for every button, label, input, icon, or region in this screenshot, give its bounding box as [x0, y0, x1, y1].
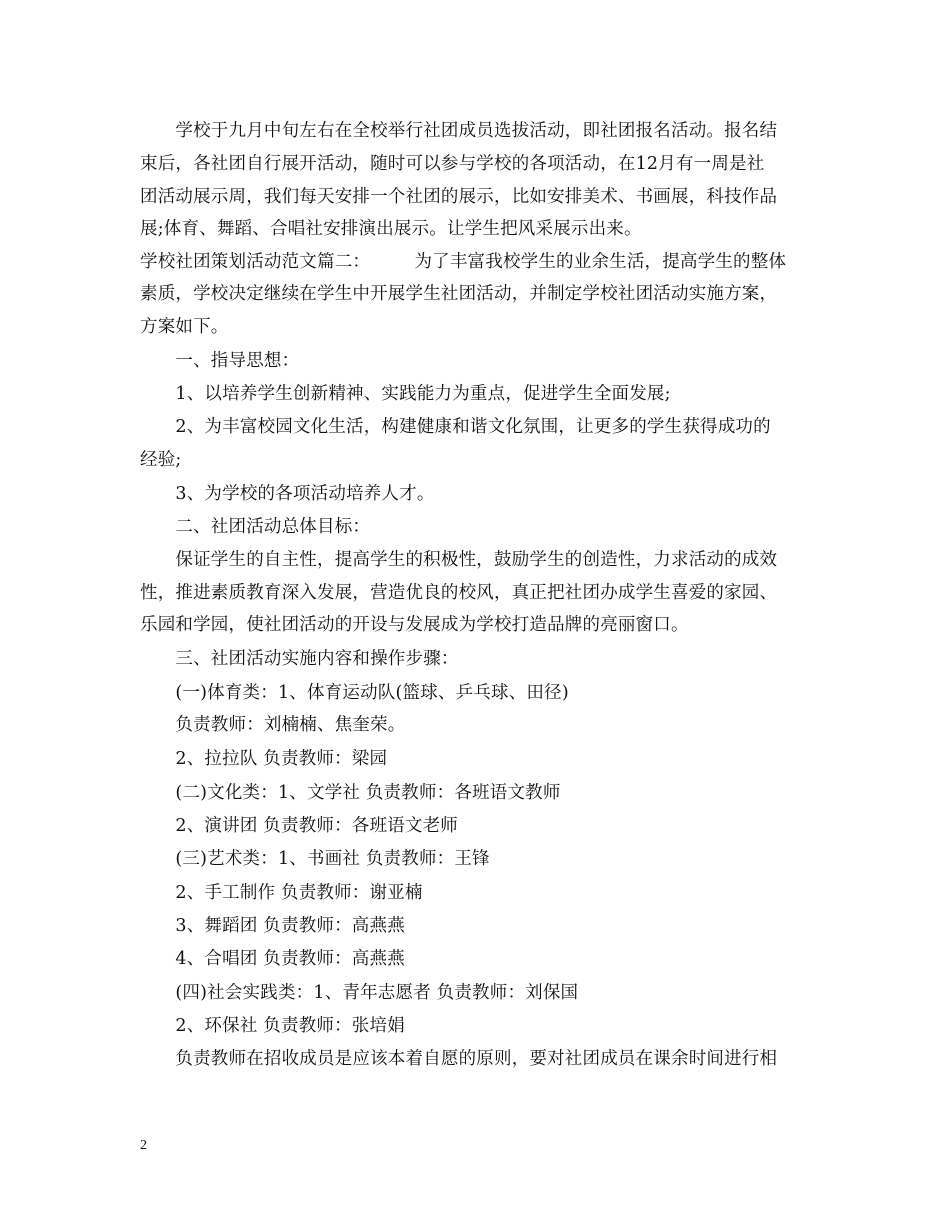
text-line: 方案如下。	[140, 317, 229, 337]
text-line: (三)艺术类：1、书画社 负责教师：王锋	[140, 849, 490, 869]
text-line: 保证学生的自主性，提高学生的积极性，鼓励学生的创造性，力求活动的成效	[140, 550, 778, 570]
text-line: (四)社会实践类：1、青年志愿者 负责教师：刘保国	[140, 983, 579, 1003]
text-line: 展;体育、舞蹈、合唱社安排演出展示。让学生把风采展示出来。	[140, 219, 642, 239]
text-line: 一、指导思想：	[140, 351, 300, 371]
text-line: 素质，学校决定继续在学生中开展学生社团活动，并制定学校社团活动实施方案，	[140, 284, 778, 304]
text-line: 乐园和学园，使社团活动的开设与发展成为学校打造品牌的亮丽窗口。	[140, 615, 689, 635]
text-line: 负责教师在招收成员是应该本着自愿的原则，要对社团成员在课余时间进行相	[140, 1049, 778, 1069]
text-line: 学校社团策划活动范文篇二： 为了丰富我校学生的业余生活，提高学生的整体	[140, 252, 787, 272]
text-line: 三、社团活动实施内容和操作步骤：	[140, 649, 459, 669]
text-line: 2、拉拉队 负责教师：梁园	[140, 749, 388, 769]
text-line: 学校于九月中旬左右在全校举行社团成员选拔活动，即社团报名活动。报名结	[140, 121, 778, 141]
text-line: 团活动展示周，我们每天安排一个社团的展示，比如安排美术、书画展，科技作品	[140, 187, 778, 207]
text-line: 束后，各社团自行展开活动，随时可以参与学校的各项活动，在12月有一周是社	[140, 154, 765, 174]
text-line: (二)文化类：1、文学社 负责教师：各班语文教师	[140, 783, 561, 803]
text-line: 性，推进素质教育深入发展，营造优良的校风，真正把社团办成学生喜爱的家园、	[140, 583, 778, 603]
text-line: 负责教师：刘楠楠、焦奎荣。	[140, 715, 406, 735]
text-line: 3、舞蹈团 负责教师：高燕燕	[140, 916, 405, 936]
text-line: 1、以培养学生创新精神、实践能力为重点，促进学生全面发展;	[140, 384, 671, 404]
text-line: 2、环保社 负责教师：张培娟	[140, 1016, 405, 1036]
text-line: (一)体育类：1、体育运动队(篮球、乒乓球、田径)	[140, 683, 569, 703]
text-line: 经验;	[140, 450, 182, 470]
text-line: 3、为学校的各项活动培养人才。	[140, 484, 435, 504]
text-line: 4、合唱团 负责教师：高燕燕	[140, 949, 405, 969]
page-number: 2	[140, 1138, 147, 1153]
text-line: 2、演讲团 负责教师：各班语文老师	[140, 816, 458, 836]
text-line: 2、为丰富校园文化生活，构建健康和谐文化氛围，让更多的学生获得成功的	[140, 417, 771, 437]
text-line: 二、社团活动总体目标：	[140, 517, 371, 537]
text-line: 2、手工制作 负责教师：谢亚楠	[140, 883, 423, 903]
